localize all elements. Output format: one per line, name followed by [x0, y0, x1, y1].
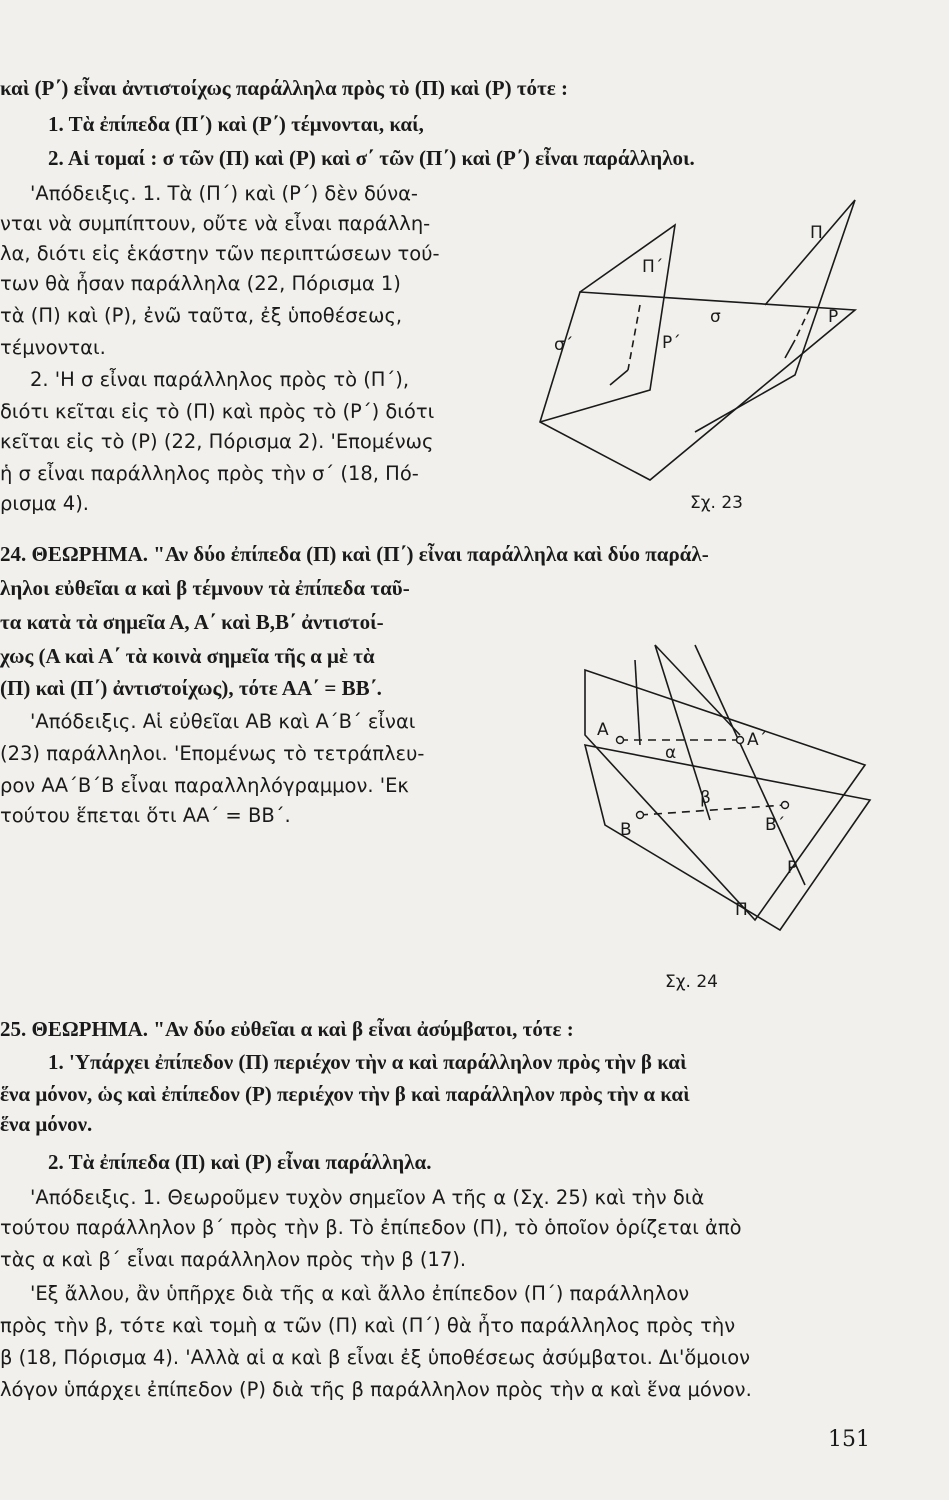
fig23-label-rho: Ρ: [828, 307, 839, 327]
text-line: διότι κεῖται εἰς τὸ (Π) καὶ πρὸς τὸ (Ρ΄) διότι: [0, 400, 435, 423]
fig24-line-alpha: [655, 645, 740, 735]
text-line: ἡ σ εἶναι παράλληλος πρὸς τὴν σ΄ (18, Πό-: [0, 462, 419, 485]
text-line: ἕνα μόνον.: [0, 1112, 93, 1136]
text-line: (23) παράλληλοι. 'Επομένως τὸ τετράπλευ-: [0, 742, 425, 765]
fig24-label-a: Α: [597, 720, 609, 740]
text-line: τα κατὰ τὰ σημεῖα Α, Α΄ καὶ Β,Β΄ ἀντιστοί-: [0, 610, 384, 634]
fig23-label-rho-prime: Ρ΄: [662, 333, 681, 353]
fig23-line: [610, 370, 628, 385]
fig24-point-b-prime: [782, 802, 789, 809]
fig24-line: [635, 660, 640, 745]
fig24-point-b: [637, 812, 644, 819]
fig24-label-b: Β: [620, 820, 632, 840]
text-line: λόγον ὑπάρχει ἐπίπεδον (Ρ) διὰ τῆς β παράλληλον πρὸς τὴν α καὶ ἕνα μόνον.: [0, 1378, 752, 1401]
text-line: 25. ΘΕΩΡΗΜΑ. "Αν δύο εὐθεῖαι α καὶ β εἶναι ἀσύμβατοι, τότε :: [0, 1017, 574, 1041]
fig23-plane-edge: [540, 225, 675, 422]
text-line: 2. Τὰ ἐπίπεδα (Π) καὶ (Ρ) εἶναι παράλληλα.: [48, 1150, 432, 1174]
text-line: τέμνονται.: [0, 336, 106, 359]
text-line: β (18, Πόρισμα 4). 'Αλλὰ αἱ α καὶ β εἶναι ἐξ ὑποθέσεως ἀσύμβατοι. Δι'ὅμοιον: [0, 1346, 751, 1369]
text-line: λα, διότι εἰς ἑκάστην τῶν περιπτώσεων τού-: [0, 242, 440, 265]
text-line: κεῖται εἰς τὸ (Ρ) (22, Πόρισμα 2). 'Επομένως: [0, 430, 434, 453]
text-line: 'Απόδειξις. 1. Τὰ (Π΄) καὶ (Ρ΄) δὲν δύνα-: [30, 182, 418, 205]
fig24-label-beta: β: [700, 788, 711, 808]
figure-24: [575, 625, 885, 970]
fig24-label-alpha: α: [665, 743, 677, 763]
text-line: τούτου παράλληλον β΄ πρὸς τὴν β. Τὸ ἐπίπεδον (Π), τὸ ὁποῖον ὁρίζεται ἀπὸ: [0, 1216, 742, 1239]
text-line: ρισμα 4).: [0, 492, 90, 515]
figure-23: [520, 190, 880, 495]
text-line: 1. 'Υπάρχει ἐπίπεδον (Π) περιέχον τὴν α καὶ παράλληλον πρὸς τὴν β καὶ: [48, 1050, 687, 1074]
fig24-point-a-prime: [737, 737, 744, 744]
fig23-label-pi: Π: [810, 223, 823, 243]
text-line: 2. 'Η σ εἶναι παράλληλος πρὸς τὸ (Π΄),: [30, 368, 410, 391]
figure-23-caption: Σχ. 23: [690, 493, 744, 513]
text-line: 24. ΘΕΩΡΗΜΑ. "Αν δύο ἐπίπεδα (Π) καὶ (Π΄) εἶναι παράλληλα καὶ δύο παράλ-: [0, 542, 709, 566]
text-line: ρον ΑΑ΄Β΄Β εἶναι παραλληλόγραμμον. 'Εκ: [0, 774, 409, 797]
text-line: τὰ (Π) καὶ (Ρ), ἐνῶ ταῦτα, ἐξ ὑποθέσεως,: [0, 304, 403, 327]
text-line: 'Εξ ἄλλου, ἂν ὑπῆρχε διὰ τῆς α καὶ ἄλλο ἐπίπεδον (Π΄) παράλληλον: [30, 1282, 690, 1305]
fig24-label-pi: Π: [735, 900, 748, 920]
fig24-point-a: [617, 737, 624, 744]
fig23-sigma-prime-line: [628, 305, 640, 370]
fig24-label-rho: Ρ: [787, 858, 798, 878]
fig24-plane-edge: [585, 670, 865, 920]
fig23-label-pi-prime: Π΄: [642, 257, 664, 277]
text-line: ἕνα μόνον, ὡς καὶ ἐπίπεδον (Ρ) περιέχον τὴν β καὶ παράλληλον πρὸς τὴν α καὶ: [0, 1082, 690, 1106]
text-line: (Π) καὶ (Π΄) ἀντιστοίχως), τότε ΑΑ΄ = ΒΒ΄.: [0, 676, 382, 700]
page-number: 151: [828, 1427, 870, 1452]
text-line: καὶ (Ρ΄) εἶναι ἀντιστοίχως παράλληλα πρὸς τὸ (Π) καὶ (Ρ) τότε :: [0, 76, 568, 100]
fig24-line-beta: [695, 645, 805, 885]
fig24-segment-bb: [640, 805, 785, 815]
text-line: πρὸς τὴν β, τότε καὶ τομὴ α τῶν (Π) καὶ (Π΄) θὰ ἦτο παράλληλος πρὸς τὴν: [0, 1314, 736, 1337]
text-line: νται νὰ συμπίπτουν, οὔτε νὰ εἶναι παράλλη-: [0, 212, 431, 235]
fig23-line: [785, 340, 795, 358]
fig23-label-sigma: σ: [710, 307, 721, 327]
text-line: τούτου ἕπεται ὅτι ΑΑ΄ = ΒΒ΄.: [0, 804, 291, 827]
text-line: 'Απόδειξις. 1. Θεωροῦμεν τυχὸν σημεῖον Α τῆς α (Σχ. 25) καὶ τὴν διὰ: [30, 1186, 705, 1209]
fig23-label-sigma-prime: σ΄: [554, 335, 574, 355]
fig23-sigma-line: [795, 308, 810, 340]
text-line: 2. Αἱ τομαί : σ τῶν (Π) καὶ (Ρ) καὶ σ΄ τῶν (Π΄) καὶ (Ρ΄) εἶναι παράλληλοι.: [48, 146, 695, 170]
text-line: των θὰ ἦσαν παράλληλα (22, Πόρισμα 1): [0, 272, 401, 295]
text-line: 1. Τὰ ἐπίπεδα (Π΄) καὶ (Ρ΄) τέμνονται, καί,: [48, 112, 424, 136]
text-line: χως (Α καὶ Α΄ τὰ κοινὰ σημεῖα τῆς α μὲ τὰ: [0, 644, 375, 668]
fig24-label-a-prime: Α΄: [747, 730, 768, 750]
text-line: τὰς α καὶ β΄ εἶναι παράλληλον πρὸς τὴν β (17).: [0, 1248, 467, 1271]
fig24-label-b-prime: Β΄: [765, 815, 786, 835]
text-line: ληλοι εὐθεῖαι α καὶ β τέμνουν τὰ ἐπίπεδα ταῦ-: [0, 576, 410, 600]
text-line: 'Απόδειξις. Αἱ εὐθεῖαι ΑΒ καὶ Α΄Β΄ εἶναι: [30, 710, 416, 733]
figure-24-caption: Σχ. 24: [665, 972, 719, 992]
fig23-plane-edge: [540, 292, 855, 480]
